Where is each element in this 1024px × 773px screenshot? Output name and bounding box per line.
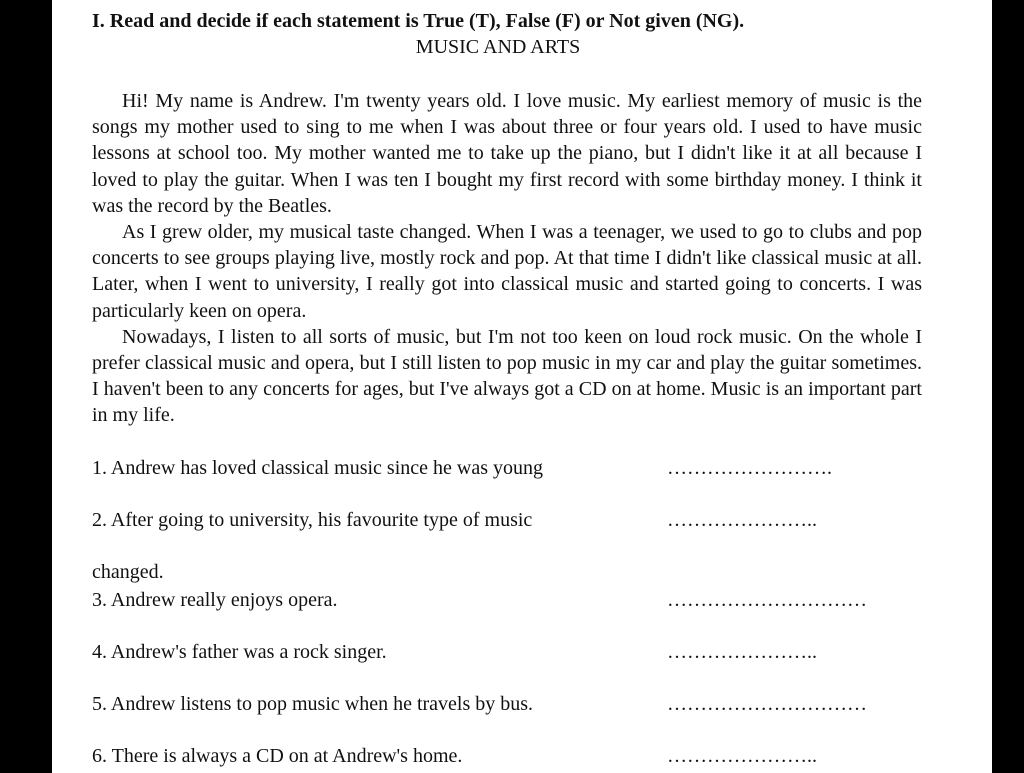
question-item <box>92 455 922 507</box>
worksheet <box>92 8 922 773</box>
question-item <box>92 639 922 691</box>
question-item <box>92 587 922 639</box>
answer-blank[interactable]: ………………………… <box>667 588 867 611</box>
question-text: 3. Andrew really enjoys opera. <box>92 588 338 611</box>
instruction-heading: I. Read and decide if each statement is True (T), False (F) or Not given (NG). <box>92 10 745 32</box>
question-item <box>92 507 922 587</box>
question-text-continuation: changed. <box>92 560 164 583</box>
reading-passage <box>92 88 922 429</box>
question-item <box>92 691 922 743</box>
document-page <box>52 0 992 773</box>
question-item <box>92 743 922 773</box>
passage-paragraph: Hi! My name is Andrew. I'm twenty years old. I love music. My earliest memory of music is the songs my mother used to sing to me when I was about three or four years old. I used to have music lessons at school too. My mother wanted me to take up the piano, but I didn't like it at all because I loved to play the guitar. When I was ten I bought my first record with some birthday money. I think it was the record by the Beatles. <box>92 90 922 217</box>
passage-paragraph: Nowadays, I listen to all sorts of music, but I'm not too keen on loud rock music. On the whole I prefer classical music and opera, but I still listen to pop music in my car and play the guitar sometimes. I haven't been to any concerts for ages, but I've always got a CD on at home. Music is an important part in my life. <box>92 325 922 427</box>
question-text: 5. Andrew listens to pop music when he travels by bus. <box>92 692 534 715</box>
question-list <box>92 455 922 773</box>
question-text: 1. Andrew has loved classical music since he was young <box>92 456 544 479</box>
answer-blank[interactable]: ………………….. <box>667 508 817 531</box>
passage-title: MUSIC AND ARTS <box>415 36 581 58</box>
passage-paragraph: As I grew older, my musical taste changed. When I was a teenager, we used to go to clubs and pop concerts to see groups playing live, mostly rock and pop. At that time I didn't like classical music at all. Later, when I went to university, I really got into classical music and started going to concerts. I was particularly keen on opera. <box>92 221 922 322</box>
answer-blank[interactable]: ………………….. <box>667 640 817 663</box>
answer-blank[interactable]: ………………….. <box>667 744 817 767</box>
answer-blank[interactable]: ……………………. <box>667 456 832 479</box>
question-text: 4. Andrew's father was a rock singer. <box>92 640 387 663</box>
question-text: 2. After going to university, his favourite type of music <box>92 508 533 531</box>
question-text: 6. There is always a CD on at Andrew's home. <box>92 744 463 767</box>
answer-blank[interactable]: ………………………… <box>667 692 867 715</box>
